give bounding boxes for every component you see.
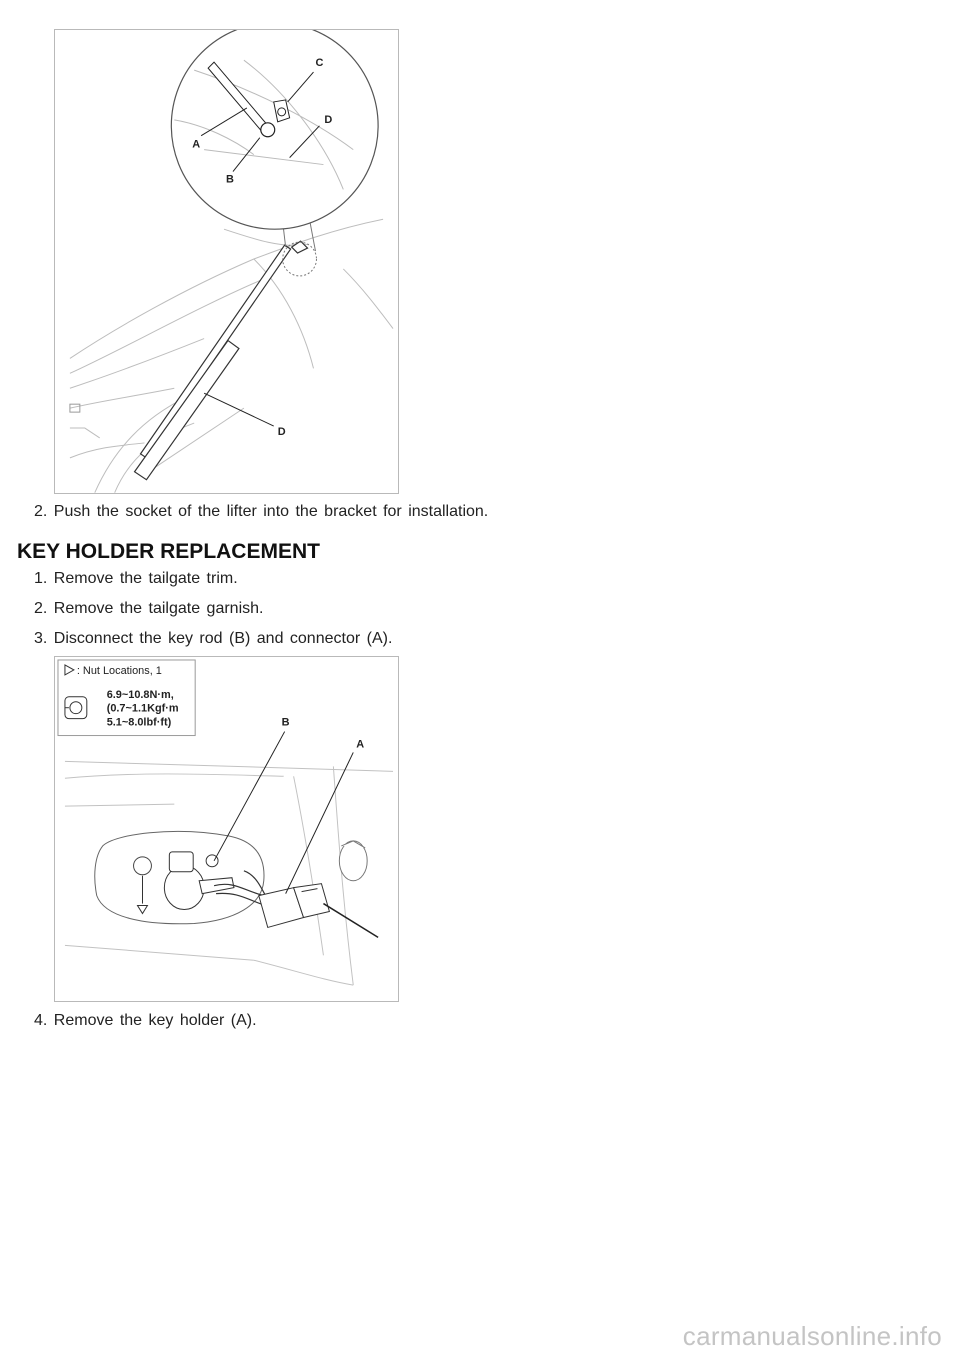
key-holder-drawing [55,657,398,1001]
step-remove-garnish [34,600,263,618]
step-number: 2. [34,503,48,520]
step-text: Remove the tailgate trim. [53,570,238,587]
legend-title: : Nut Locations, 1 [76,664,162,677]
step-remove-key-holder [34,1012,257,1030]
step-number: 1. [34,570,48,587]
torque-line-3: 5.1~8.0lbf·ft) [106,716,172,729]
torque-line-2: (0.7~1.1Kgf·m [106,702,179,715]
callout-c: C [315,57,324,70]
key-holder-illustration [54,656,399,1002]
section-heading: KEY HOLDER REPLACEMENT [17,540,320,563]
watermark: carmanualsonline.info [682,1321,942,1351]
step-text: Remove the key holder (A). [53,1012,257,1029]
torque-line-1: 6.9~10.8N·m, [106,688,174,701]
step-remove-trim [34,570,238,588]
callout-a: A [192,138,201,151]
nut-icon [65,697,87,719]
step-disconnect [34,630,392,648]
callout-a: A [356,738,365,751]
step-number: 4. [34,1012,48,1029]
lifter-illustration [54,29,399,494]
callout-b: B [226,173,234,186]
callout-d-strut: D [277,425,286,438]
step-number: 2. [34,600,48,617]
lifter-drawing [55,30,398,493]
step-text: Push the socket of the lifter into the bracket for installation. [53,503,489,520]
step-number: 3. [34,630,48,647]
step-text: Disconnect the key rod (B) and connector (A). [53,630,393,647]
step-text: Remove the tailgate garnish. [53,600,264,617]
callout-b: B [281,716,290,729]
callout-d-detail: D [324,113,333,126]
step-push-socket [34,503,488,521]
